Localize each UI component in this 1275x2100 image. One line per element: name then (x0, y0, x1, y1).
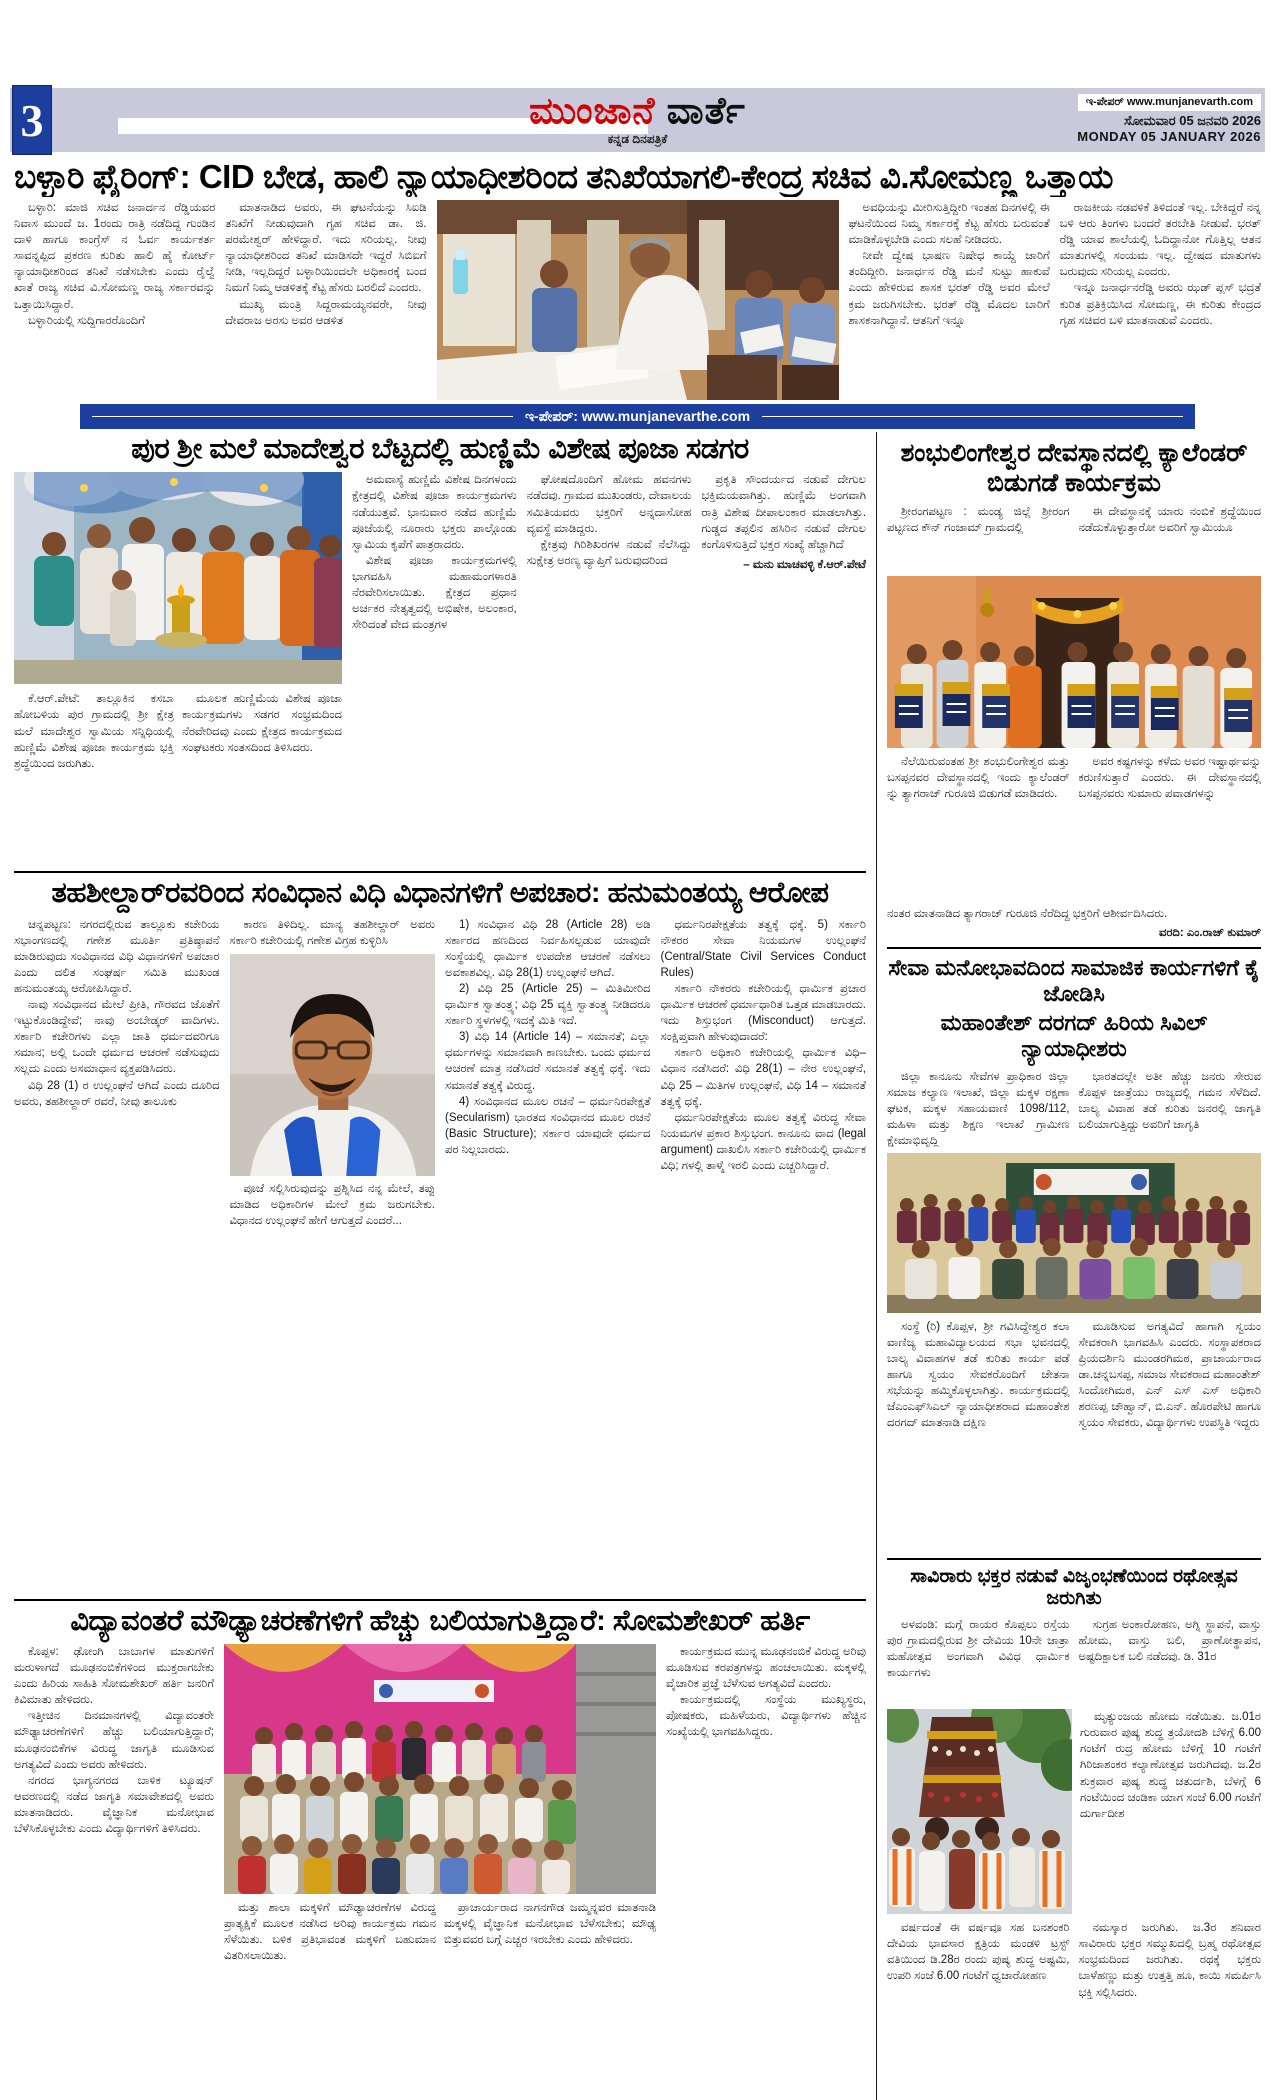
body-text: ವಿಧಿ 28 (1) ರ ಉಲ್ಲಂಘನೆ ಆಗಿದೆ ಎಂದು ದೂರಿದ ಅವರು, ತಹಶೀಲ್ದಾರ್ ರವರೆ, ನೀವು ತಾಲೂಕು (14, 1079, 220, 1108)
rathotsava-side-col (1080, 1709, 1261, 1914)
moudhya-underphoto-cols (224, 1900, 656, 2060)
right-section (876, 432, 1261, 2100)
body-text: ನೀವೇ ದ್ವೇಷ ಭಾಷಣ ನಿಷೇಧ ಕಾಯ್ದೆ ಜಾರಿಗೆ ತಂದಿದ್ದೀರಿ. ಜನಾರ್ಧನ ರೆಡ್ಡಿ ಮನೆ ಸುಟ್ಟು ಹಾಕುವೆ ಎಂದು ಹೇಳಿರುವ ಶಾಸಕ ಭರತ್ ರೆಡ್ಡಿ ಅವರ ಮೇಲೆ ಕ್ರಮ ಜರುಗಿಸಬೇಕು. ಭರತ್ ರೆಡ್ಡಿ ಮೊದಲ ಬಾರಿಗೆ ಶಾಸಕನಾಗಿದ್ದಾನೆ. ಆತನಿಗೆ ಇನ್ನೂ (848, 250, 1050, 327)
constitution-col-3 (445, 917, 651, 1592)
body-text: ಸರ್ಕಾರಿ ಅಧಿಕಾರಿ ಕಚೇರಿಯಲ್ಲಿ ಧಾರ್ಮಿಕ ವಿಧಿ–ವಿಧಾನ ನಡೆಸಿದರೆ: ವಿಧಿ 28(1) – ನೇರ ಉಲ್ಲಂಘನೆ, ವಿಧಿ 25 – ಮಿತಿಗಳ ಉಲ್ಲಂಘನೆ, ವಿಧಿ 14 – ಸಮಾನತೆ ತತ್ವಕ್ಕೆ ಧಕ್ಕೆ. (660, 1047, 866, 1108)
body-text: ಚನ್ನಪಟ್ಟಣ: ನಗರದಲ್ಲಿರುವ ತಾಲ್ಲೂಕು ಕಚೇರಿಯ ಸಭಾಂಗಣದಲ್ಲಿ ಗಣೇಶ ಮೂರ್ತಿ ಪ್ರತಿಷ್ಠಾಪನೆ ಮಾಡಿರುವುದು ಸಂವಿಧಾನದ ವಿಧಿ ವಿಧಾನಗಳಿಗೆ ಅಪಚಾರ ಎಂದು ದಲಿತ ಸಂಘರ್ಷ ಸಮಿತಿ ಮುಖಂಡ ಹನುಮಂತಯ್ಯ ಆರೋಪಿಸಿದ್ದಾರೆ. (14, 918, 220, 995)
rathotsava-photo-row (887, 1709, 1261, 1914)
epaper-bar (80, 404, 1195, 429)
college-group-photo (887, 1153, 1261, 1313)
body-text: ವರ್ಷದಂತೆ ಈ ವರ್ಷವೂ ಸಹ ಬನಶಂಕರಿ ದೇವಿಯ ಭಾವಸಾರ ಕ್ಷತ್ರಿಯ ಮಂಡಳಿ ಟ್ರಸ್ಟ್ ವತಿಯಿಂದ ಡಿ.28ರ ರಂದು ಪುಷ್ಯ ಶುದ್ಧ ಅಷ್ಟಮಿ, ಉಪರಿ ಸಂಜೆ 6.00 ಗಂಟೆಗೆ ಧ್ವಜಾರೋಹಣ (887, 1922, 1070, 1983)
body-text: ಬಳ್ಳಾರಿ: ಮಾಜಿ ಸಚಿವ ಜನಾರ್ದನ ರೆಡ್ಡಿಯವರ ನಿವಾಸ ಮುಂದೆ ಜ. 1ರಂದು ರಾತ್ರಿ ನಡೆದಿದ್ದ ಗುಂಡಿನ ದಾಳಿ ಹಾಗೂ ಕಾಂಗ್ರೆಸ್ ನ ಓರ್ವ ಕಾರ್ಯಕರ್ತ ಸಾವನ್ನಪ್ಪಿದ ಪ್ರಕರಣ ಕುರಿತು ಹಾಲಿ ಹೈ ಕೋರ್ಟ್ ನ್ಯಾಯಾಧೀಶರಿಂದ ತನಿಖೆ ನಡೆಸಬೇಕು ಎಂದು ರೈಲ್ವೆ ಖಾತೆ ರಾಜ್ಯ ಸಚಿವ ವಿ.ಸೋಮಣ್ಣ ರಾಜ್ಯ ಸರ್ಕಾರವನ್ನು ಒತ್ತಾಯಿಸಿದ್ದಾರೆ. (14, 202, 216, 311)
masthead-title-red: ಮುಂಜಾನೆ (529, 90, 656, 131)
body-text: ಇನ್ನೂ ಜನಾರ್ಧನರೆಡ್ಡಿ ಅವರು ಝಡ್ ಪ್ಲಸ್ ಭದ್ರತೆ ಕುರಿತ ಪ್ರತಿಕ್ರಿಯಿಸಿದ ಸೋಮಣ್ಣ, ಈ ಕುರಿತು ಕೇಂದ್ರದ ಗೃಹ ಸಚಿವರ ಬಳಿ ಮಾತನಾಡುವೆ ಎಂದರು. (1059, 282, 1261, 327)
body-text: ನಾವು ಸಂವಿಧಾನದ ಮೇಲೆ ಪ್ರೀತಿ, ಗೌರವದ ಜೊತೆಗೆ ಇಟ್ಟುಕೊಂಡಿದ್ದೇವೆ; ನಾವು ಅಂಬೇಡ್ಕರ್ ವಾದಿಗಳು. ಸರ್ಕಾರಿ ಕಚೇರಿಗಳು ಎಲ್ಲಾ ಜಾತಿ ಧರ್ಮದವರಿಗೂ ಸಮಾನ; ಅಲ್ಲಿ ಒಂದೇ ಧರ್ಮದ ಆಚರಣೆ ನಡೆಸುವುದು ಸಲ್ಲದು ಎಂದು ಅಸಮಾಧಾನ ವ್ಯಕ್ತಪಡಿಸಿದರು. (14, 999, 220, 1076)
body-text: ಮೂಲಕ ಹುಣ್ಣಿಮೆಯ ವಿಶೇಷ ಪೂಜಾ ಕಾರ್ಯಕ್ರಮಗಳು ಸಡಗರ ಸಂಭ್ರಮದಿಂದ ನೆರವೇರಿದವು ಎಂದು ಕ್ಷೇತ್ರದ ಕಾರ್ಯಕ್ರಮದ ಸಂಘಟಕರು ಸಂತಸದಿಂದ ತಿಳಿಸಿದರು. (182, 693, 342, 754)
body-text: ರಾಜಕೀಯ ನಡವಳಿಕೆ ತಿಳಿದಂತೆ ಇಲ್ಲ. ಬೇಕಿದ್ದರೆ ನನ್ನ ಬಳಿ ಆರು ತಿಂಗಳು ಬಂದರೆ ತರಬೇತಿ ನೀಡುವೆ. ಭರತ್ ರೆಡ್ಡಿ ಯಾವ ಶಾಲೆಯಲ್ಲಿ ಓದಿದ್ದಾನೋ ಗೊತ್ತಿಲ್ಲ ಆತನ ಮಾತುಗಳಲ್ಲಿ ಸಂಯಮ ಇಲ್ಲ. ದ್ವೇಷದ ಮಾತುಗಳು ಬರುವುದು ಸರಿಯಲ್ಲ ಎಂದರು. (1059, 202, 1261, 279)
body-text: ಕಾರ್ಯಕ್ರಮದಲ್ಲಿ ಸಂಸ್ಥೆಯ ಮುಖ್ಯಸ್ಥರು, ಪೋಷಕರು, ಮಹಿಳೆಯರು, ವಿದ್ಯಾರ್ಥಿಗಳು ಹೆಚ್ಚಿನ ಸಂಖ್ಯೆಯಲ್ಲಿ ಭಾಗವಹಿಸಿದ್ದರು. (666, 1694, 866, 1739)
section-rule (887, 1558, 1261, 1560)
rathotsava-top-cols (887, 1617, 1261, 1705)
masthead-subtitle: ಕನ್ನಡ ದಿನಪತ್ರಿಕೆ (607, 132, 668, 146)
body-text: ಮತ್ತು ಶಾಲಾ ಮಕ್ಕಳಿಗೆ ಮೌಢ್ಯಾಚರಣೆಗಳ ವಿರುದ್ಧ ಪ್ರಾತ್ಯಕ್ಷಿಕೆ ಮೂಲಕ ನಡೆಸಿದ ಅರಿವು ಕಾರ್ಯಕ್ರಮ ಗಮನ ಸೆಳೆಯಿತು. ಬಳಿಕ ಪ್ರತಿಭಾವಂತ ಮಕ್ಕಳಿಗೆ ಬಹುಮಾನ ವಿತರಿಸಲಾಯಿತು. (224, 1901, 436, 1963)
seva-bottom-cols (887, 1319, 1261, 1551)
body-text: ಪ್ರಾಚಾರ್ಯರಾದ ನಾಗನಗೌಡ ಜಮ್ಮನ್ನವರ ಮಾತನಾಡಿ ಮಕ್ಕಳಲ್ಲಿ ವೈಜ್ಞಾನಿಕ ಮನೋಭಾವ ಬೆಳೆಸಬೇಕು; ಮೌಢ್ಯ ಬಿತ್ತುವವರ ಬಗ್ಗೆ ಎಚ್ಚರ ಇರಬೇಕು ಎಂದು ಹೇಳಿದರು. (444, 1901, 656, 1947)
lead-col-4 (1060, 200, 1261, 400)
date-english: MONDAY 05 JANUARY 2026 (1077, 129, 1261, 144)
moudhya-col-1 (14, 1644, 214, 2074)
section-rule (14, 871, 866, 873)
body-text: ಸಂಸ್ಥೆ (ರಿ) ಕೊಪ್ಪಳ, ಶ್ರೀ ಗವಿಸಿದ್ದೇಶ್ವರ ಕಲಾ ವಾಣಿಜ್ಯ ಮಹಾವಿದ್ಯಾಲಯದ ಸಭಾ ಭವನದಲ್ಲಿ ಬಾಲ್ಯ ವಿವಾಹಗಳ ತಡೆ ಕುರಿತು ಕಾರ್ಯ ಪಡೆ ಹಾಗೂ ಸ್ವಯಂ ಸೇವಕರೊಂದಿಗೆ ಚೇತನಾ ಸಭೆಯನ್ನು ಹಮ್ಮಿಕೊಳ್ಳಲಾಗಿತ್ತು. ಕಾರ್ಯಕ್ರಮದಲ್ಲಿ ಜೆಎಂಎಫ್‌ಸಿಎಲ್ ನ್ಯಾಯಾಧೀಶರಾದ ಮಹಾಂತೇಶ ದರಗದ್ ಮಾತನಾಡಿ ದಕ್ಷಿಣ (887, 1320, 1070, 1430)
body-text: ಸರ್ಕಾರಿ ನೌಕರರು ಕಚೇರಿಯಲ್ಲಿ ಧಾರ್ಮಿಕ ಪ್ರಚಾರ ಧಾರ್ಮಿಕ ಆಚರಣೆ ಧರ್ಮಾಧಾರಿತ ಒತ್ತಡ ಮಾಡಬಾರದು. ಇದು ಶಿಸ್ತುಭಂಗ (Misconduct) ಆಗುತ್ತದೆ. ಸಂಕ್ಷಿಪ್ತವಾಗಿ ಹೇಳುವುದಾದರೆ: (660, 983, 866, 1044)
seva-headline-line2: ಮಹಾಂತೇಶ್ ದರಗದ್ ಹಿರಿಯ ಸಿವಿಲ್ ನ್ಯಾಯಾಧೀಶರು (940, 1009, 1208, 1062)
seva-headline-line1: ಸೇವಾ ಮನೋಭಾವದಿಂದ ಸಾಮಾಜಿಕ ಕಾರ್ಯಗಳಿಗೆ ಕೈ ಜೋಡಿಸಿ (888, 955, 1260, 1007)
lamp-lighting-photo (14, 472, 342, 684)
body-text: 2) ವಿಧಿ 25 (Article 25) – ಮಿತಿಮೀರಿದ ಧಾರ್ಮಿಕ ಸ್ವಾತಂತ್ರ್ಯ; ವಿಧಿ 25 ವ್ಯಕ್ತಿ ಸ್ವಾತಂತ್ರ್ಯ ನೀಡಿದರೂ ಸರ್ಕಾರಿ ಸ್ಥಳಗಳಲ್ಲಿ ಇದಕ್ಕೆ ಮಿತಿ ಇದೆ. (445, 983, 651, 1028)
body-text: 4) ಸಂವಿಧಾನದ ಮೂಲ ರಚನೆ – ಧರ್ಮನಿರಪೇಕ್ಷತೆ (Secularism) ಭಾರತದ ಸಂವಿಧಾನದ ಮೂಲ ರಚನೆ (Basic Structure); ಸರ್ಕಾರ ಯಾವುದೇ ಧರ್ಮದ ಪರ ನಿಲ್ಲಬಾರದು. (445, 1095, 651, 1156)
body-text: ಮುಖ್ಯ ಮಂತ್ರಿ ಸಿದ್ದರಾಮಯ್ಯನವರೇ, ನೀವು ದೇವರಾಜ ಅರಸು ಅವರ ಆಡಳಿತ (225, 298, 427, 327)
epaper-url[interactable]: ಇ-ಪೇಪರ್: www.munjanevarthe.com (524, 408, 751, 424)
body-text: ಕಾರ್ಯಕ್ರಮದ ಮುನ್ನ ಮೂಢನಂಬಿಕೆ ವಿರುದ್ಧ ಅರಿವು ಮೂಡಿಸುವ ಕರಪತ್ರಗಳನ್ನು ಹಂಚಲಾಯಿತು. ಮಕ್ಕಳಲ್ಲಿ ವೈಚಾರಿಕ ಪ್ರಜ್ಞೆ ಬೆಳೆಸುವ ಅಗತ್ಯವಿದೆ ಎಂದರು. (666, 1645, 866, 1691)
awareness-group-photo (224, 1644, 656, 1894)
body-text: ಅಮವಾಸ್ಯೆ ಹುಣ್ಣಿಮೆ ವಿಶೇಷ ದಿನಗಳಂದು ಕ್ಷೇತ್ರದಲ್ಲಿ ವಿಶೇಷ ಪೂಜಾ ಕಾರ್ಯಕ್ರಮಗಳು ನಡೆಯುತ್ತವೆ. ಭಾನುವಾರ ನಡೆದ ಹುಣ್ಣಿಮೆ ಪೂಜೆಯಲ್ಲಿ ನೂರಾರು ಭಕ್ತರು ಪಾಲ್ಗೊಂಡು ಸ್ವಾಮಿಯ ಕೃಪೆಗೆ ಪಾತ್ರರಾದರು. (352, 474, 517, 551)
body-text: ಕೆ.ಆರ್.ಪೇಟೆ: ತಾಲ್ಲೂಕಿನ ಕಸಬಾ ಹೋಬಳಿಯ ಪುರ ಗ್ರಾಮದಲ್ಲಿ ಶ್ರೀ ಕ್ಷೇತ್ರ ಮಲೆ ಮಾದೇಶ್ವರ ಸ್ವಾಮಿಯ ಸನ್ನಿಧಿಯಲ್ಲಿ ಹುಣ್ಣಿಮೆ ವಿಶೇಷ ಪೂಜಾ ಕಾರ್ಯಕ್ರಮ ಭಕ್ತಿ ಶ್ರದ್ಧೆಯಿಂದ ಜರುಗಿತು. (14, 693, 174, 770)
header-dateline (1011, 92, 1261, 144)
calendar-bottom-cols (887, 754, 1261, 904)
body-text: 3) ವಿಧಿ 14 (Article 14) – ಸಮಾನತೆ; ಎಲ್ಲಾ ಧರ್ಮಗಳನ್ನು ಸಮಾನವಾಗಿ ಕಾಣಬೇಕು. ಒಂದು ಧರ್ಮದ ಆಚರಣೆ ಮಾತ್ರ ನಡೆಸಿದರೆ ಸಮಾನತೆ ತತ್ವಕ್ಕೆ ಧಕ್ಕೆ. ಇದು ಸಮಾನತೆ ತತ್ವಕ್ಕೆ ವಿರುದ್ಧ. (445, 1031, 651, 1092)
body-text: ನಗರದ ಭಾಗ್ಯನಗರದ ಬಾಳಿಕ ಟ್ಯೂಷನ್ ಆವರಣದಲ್ಲಿ ನಡೆದ ಜಾಗೃತಿ ಸಮಾವೇಶದಲ್ಲಿ ಅವರು ಮಾತನಾಡಿದರು. ವೈಜ್ಞಾನಿಕ ಮನೋಭಾವ ಬೆಳೆಸಿಕೊಳ್ಳಬೇಕು ಎಂದು ವಿದ್ಯಾರ್ಥಿಗಳಿಗೆ ತಿಳಿಸಿದರು. (14, 1774, 214, 1835)
calendar-top-cols (887, 504, 1261, 570)
body-text: ಶ್ರೀರಂಗಪಟ್ಟಣ : ಮಂಡ್ಯ ಜಿಲ್ಲೆ ಶ್ರೀರಂಗ ಪಟ್ಟಣದ ಕೌನ್ ಗಂಜಾಮ್ ಗ್ರಾಮದಲ್ಲಿ (887, 506, 1070, 535)
body-text: ನಂತರ ಮಾತನಾಡಿದ ತ್ಯಾಗರಾಜ್ ಗುರೂಜಿ ನೆರೆದಿದ್ದ ಭಕ್ತರಿಗೆ ಆಶೀರ್ವದಿಸಿದರು. (887, 908, 1168, 920)
body-text: ಅವಧಿಯನ್ನು ಮೀರಿಸುತ್ತಿದ್ದೀರಿ ಇಂತಹ ದಿನಗಳಲ್ಲಿ ಈ ಘಟನೆಯಿಂದ ನಿಮ್ಮ ಸರ್ಕಾರಕ್ಕೆ ಕೆಟ್ಟ ಹೆಸರು ಬರುವಂತೆ ಮಾಡಿಕೊಳ್ಳಬೇಡಿ ಎಂದು ಸಲಹೆ ನೀಡಿದರು. (848, 202, 1050, 247)
body-text: ಧರ್ಮನಿರಪೇಕ್ಷತೆಯ ಮೂಲ ತತ್ವಕ್ಕೆ ವಿರುದ್ಧ ಸೇವಾ ನಿಯಮಗಳ ಪ್ರಕಾರ ಶಿಸ್ತುಭಂಗ. ಕಾನೂನು ವಾದ (legal argument) ದಾಖಲಿಸಿ ಸರ್ಕಾರಿ ಕಚೇರಿಯಲ್ಲಿ ಧಾರ್ಮಿಕ ವಿಧಿ; ಗಳಲ್ಲಿ ತಾಳ್ಮೆ ಇರಲಿ ಎಂದು ಎಚ್ಚರಿಸಿದ್ದಾರೆ. (660, 1111, 866, 1173)
moudhya-col-3 (666, 1644, 866, 2074)
madeshwara-byline: – ಮನು ಮಾಚವಳ್ಳಿ ಕೆ.ಆರ್.ಪೇಟೆ (743, 558, 866, 571)
body-text: ಸುಗ್ರಹ ಅಂಕಾರೋಹಣ, ಅಗ್ನಿ ಸ್ಥಾಪನೆ, ವಾಸ್ತು ಹೋಮ, ವಾಸ್ತು ಬಲಿ, ಪ್ರಾಣೋತ್ಥಾಪನ, ಅಷ್ಟದಿಕ್ಪಾಲಕ ಬಲಿ ನಡೆದವು. ಡಿ. 31ರ (1078, 1619, 1261, 1664)
body-text: ಬಳ್ಳಾರಿಯಲ್ಲಿ ಸುದ್ದಿಗಾರರೊಂದಿಗೆ (28, 314, 145, 327)
moudhya-article (14, 1644, 866, 2074)
left-section (14, 432, 876, 2100)
body-text: ಭಾರತದಲ್ಲೇ ಅತೀ ಹೆಚ್ಚು ಜನರು ಸೇರುವ ಕೊಪ್ಪಳ ಜಾತ್ರೆಯು ರಾಜ್ಯದಲ್ಲಿ ಗಮನ ಸೆಳೆದಿದೆ. ಬಾಲ್ಯ ವಿವಾಹ ತಡೆ ಕುರಿತು ಜನರಲ್ಲಿ ಜಾಗೃತಿ ಬಲಿಯಾಗುತ್ತಿದ್ದು ಅವರಿಗೆ ಜಾಗೃತಿ (1078, 1070, 1261, 1131)
body-text: ಪೂಜೆ ಸಲ್ಲಿಸಿರುವುದನ್ನು ಪ್ರಶ್ನಿಸಿದ ನನ್ನ ಮೇಲೆ, ತಪ್ಪು ಮಾಡಿದ ಅಧಿಕಾರಿಗಳ ಮೇಲೆ ಕ್ರಮ ಜರುಗಬೇಕು. ವಿಧಾನದ ಉಲ್ಲಂಘನೆ ಹೇಗೆ ಆಗುತ್ತದೆ ಎಂದರೆ... (229, 1182, 435, 1227)
rathotsava-headline: ಸಾವಿರಾರು ಭಕ್ತರ ನಡುವೆ ವಿಜೃಂಭಣೆಯಿಂದ ರಥೋತ್ಸವ ಜರುಗಿತು (910, 1565, 1238, 1610)
body-text: ಮೃತ್ಯುಂಜಯ ಹೋಮ ನಡೆಯಿತು. ಜ.01ರ ಗುರುವಾರ ಪುಷ್ಯ ಶುದ್ಧ ತ್ರಯೋದಶಿ ಬೆಳಿಗ್ಗೆ 6.00 ಗಂಟೆಗೆ ರುದ್ರ ಹೋಮ ಬೆಳಿಗ್ಗೆ 10 ಗಂಟೆಗೆ ಗಿರಿಜಾಶಂಕರ ಕಲ್ಯಾಣೋತ್ಸವ ಜರುಗಿದವು. ಜ.2ರ ಶುಕ್ರವಾರ ಪುಷ್ಯ ಶುದ್ಧ ಚತುರ್ದಶಿ, ಬೆಳಗ್ಗೆ 6 ಗಂಟೆಯಿಂದ ಚಂಡಿಕಾ ಯಾಗ ಸಂಜೆ 6.00 ಗಂಟೆಗೆ ದುರ್ಗಾದೀಶ (1080, 1711, 1261, 1820)
body-text: ಅವರ ಕಷ್ಟಗಳನ್ನು ಕಳೆದು ಅವರ ಇಷ್ಟಾರ್ಥವನ್ನು ಕರುಣಿಸುತ್ತಾರೆ ಎಂದರು. ಈ ದೇವಸ್ಥಾನದಲ್ಲಿ ಬಸಪ್ಪನವರು ಸುಮಾರು ಪವಾಡಗಳನ್ನು (1078, 756, 1261, 801)
epaper-url-top[interactable]: ಇ-ಪೇಪರ್ www.munjanevarth.com (1078, 94, 1261, 111)
constitution-article (14, 917, 866, 1592)
body-text: ಪ್ರಕೃತಿ ಸೌಂದರ್ಯದ ನಡುವೆ ದೇಗುಲ ಭಕ್ತಿಮಯವಾಗಿತ್ತು. ಹುಣ್ಣಿಮೆ ಅಂಗವಾಗಿ ರಾತ್ರಿ ವಿಶೇಷ ದೀಪಾಲಂಕಾರ ಮಾಡಲಾಗಿತ್ತು. ಗುಡ್ಡದ ತಪ್ಪಲಿನ ಹಸಿರಿನ ನಡುವೆ ದೇಗುಲ ಕಂಗೊಳಿಸುತ್ತಿದೆ ಭಕ್ತರ ಸಂಖ್ಯೆ ಹೆಚ್ಚಾಗಿದೆ (701, 474, 866, 551)
section-rule (14, 1599, 866, 1601)
madeshwara-article (14, 472, 866, 864)
moudhya-headline: ವಿದ್ಯಾವಂತರೆ ಮೌಢ್ಯಾಚರಣೆಗಳಿಗೆ ಹೆಚ್ಚು ಬಲಿಯಾಗುತ್ತಿದ್ದಾರೆ: ಸೋಮಶೇಖರ್ ಹರ್ತಿ (70, 1604, 810, 1637)
madeshwara-headline: ಪುರ ಶ್ರೀ ಮಲೆ ಮಾದೇಶ್ವರ ಬೆಟ್ಟದಲ್ಲಿ ಹುಣ್ಣಿಮೆ ವಿಶೇಷ ಪೂಜಾ ಸಡಗರ (131, 433, 749, 465)
masthead-title-black: ವಾರ್ತೆ (666, 90, 746, 131)
lead-article-body (14, 200, 1261, 400)
rathotsava-bottom-cols (887, 1920, 1261, 2070)
body-text: ಘೋಷದೊಂದಿಗೆ ಹೋಮ ಹವನಗಳು ನಡೆದವು. ಗ್ರಾಮದ ಮುಖಂಡರು, ದೇವಾಲಯ ಸಮಿತಿಯವರು ಭಕ್ತರಿಗೆ ಅನ್ನದಾಸೋಹ ವ್ಯವಸ್ಥೆ ಮಾಡಿದ್ದರು. (526, 474, 692, 535)
lead-col-1 (14, 200, 215, 400)
madeshwara-underphoto-cols (14, 691, 342, 859)
calendar-release-photo (887, 576, 1261, 748)
body-text: ಕೊಪ್ಪಳ: ಢೋಂಗಿ ಬಾಬಾಗಳ ಮಾತುಗಳಿಗೆ ಮರುಳಾಗದೆ ಮೂಢನಂಬಿಕೆಗಳಿಂದ ಮುಕ್ತರಾಗಬೇಕು ಎಂದು ಹಿರಿಯ ಸಾಹಿತಿ ಸೋಮಶೇಖರ್ ಹರ್ತಿ ಜನರಿಗೆ ಕಿವಿಮಾತು ಹೇಳಿದರು. (14, 1645, 214, 1707)
body-text: ಅಳವಂಡಿ: ಮಗ್ಗೆ ರಾಯರ ಕೊಪ್ಪಲು ರಸ್ತೆಯ ಪುರ ಗ್ರಾಮದಲ್ಲಿರುವ ಶ್ರೀ ದೇವಿಯ 10ನೇ ಜಾತ್ರಾ ಮಹೋತ್ಸವ ಅಂಗವಾಗಿ ವಿವಿಧ ಧಾರ್ಮಿಕ ಕಾರ್ಯಗಳು (887, 1619, 1070, 1680)
main-content (14, 432, 1261, 2100)
hanumanthaiah-portrait-photo (230, 954, 436, 1176)
body-text: ಮಾತನಾಡಿದ ಅವರು, ಈ ಘಟನೆಯನ್ನು ಸಿಐಡಿ ತನಿಖೆಗೆ ನೀಡುವುದಾಗಿ ಗೃಹ ಸಚಿವ ಡಾ. ಜಿ. ಪರಮೇಶ್ವರ್ ಹೇಳಿದ್ದಾರೆ. ಇದು ಸರಿಯಲ್ಲ. ನೀವು ನ್ಯಾಯಾಧೀಶರಿಂದ ತನಿಖೆ ಮಾಡಿಸದೇ ಇದ್ದರೆ ಸಿಬಿಐಗೆ ನೀಡಿ, ಇಲ್ಲದಿದ್ದರೆ ಬಳ್ಳಾರಿಯಿಂದಲೇ ಅಧಿಕಾರಕ್ಕೆ ಬಂದ ನಿಮಗೆ ನಿಮ್ಮ ಆಡಳಿತಕ್ಕೆ ಕೆಟ್ಟ ಹೆಸರು ಬರಲಿದೆ ಎಂದರು. (225, 202, 427, 295)
body-text: ನಮಸ್ಕಾರ ಜರುಗಿತು. ಜ.3ರ ಶನಿವಾರ ಸಾವಿರಾರು ಭಕ್ತರ ಸಮ್ಮುಖದಲ್ಲಿ ಬ್ರಹ್ಮ ರಥೋತ್ಸವ ಸಂಭ್ರಮದಿಂದ ಜರುಗಿತು. ರಥಕ್ಕೆ ಭಕ್ತರು ಬಾಳೆಹಣ್ಣು ಮತ್ತು ಉತ್ತತ್ತಿ ಹೂ, ಕಾಯಿ ಸಮರ್ಪಿಸಿ ಭಕ್ತಿ ಸಲ್ಲಿಸಿದರು. (1078, 1922, 1261, 1999)
seva-top-cols (887, 1069, 1261, 1147)
chariot-procession-photo (887, 1709, 1072, 1914)
body-text: ಜಿಲ್ಲಾ ಕಾನೂನು ಸೇವೆಗಳ ಪ್ರಾಧಿಕಾರ ಜಿಲ್ಲಾ ಸಮಾಜ ಕಲ್ಯಾಣ ಇಲಾಖೆ, ಜಿಲ್ಲಾ ಮಕ್ಕಳ ರಕ್ಷಣಾ ಘಟಕ, ಮಕ್ಕಳ ಸಹಾಯವಾಣಿ 1098/112, ಮಹಿಳಾ ಮತ್ತು ಶಿಕ್ಷಣ ಇಲಾಖೆ ಗ್ರಾಮೀಣ ಕ್ಷೇಮಾಭಿವೃದ್ಧಿ (887, 1070, 1070, 1147)
section-rule (887, 947, 1261, 949)
calendar-byline: ವರದಿ: ಎಂ.ರಾಜ್ ಕುಮಾರ್ (1158, 927, 1261, 939)
rule-line (762, 416, 1183, 417)
minister-review-photo (437, 200, 839, 400)
body-text: ಕಾರಣ ತಿಳಿದಿಲ್ಲ. ಮಾನ್ಯ ತಹಶೀಲ್ದಾರ್ ಅವರು ಸರ್ಕಾರಿ ಕಚೇರಿಯಲ್ಲಿ ಗಣೇಶ ವಿಗ್ರಹ ಕುಳ್ಳಿರಿಸಿ (229, 918, 435, 947)
madeshwara-right-cols (352, 472, 866, 864)
constitution-headline: ತಹಶೀಲ್ದಾರ್‌ರವರಿಂದ ಸಂವಿಧಾನ ವಿಧಿ ವಿಧಾನಗಳಿಗೆ ಅಪಚಾರ: ಹನುಮಂತಯ್ಯ ಆರೋಪ (51, 877, 829, 910)
date-kannada: ಸೋಮವಾರ 05 ಜನವರಿ 2026 (1123, 113, 1261, 128)
calendar-headline: ಶಂಭುಲಿಂಗೇಶ್ವರ ದೇವಸ್ಥಾನದಲ್ಲಿ ಕ್ಯಾಲೆಂಡರ್ ಬಿಡುಗಡೆ ಕಾರ್ಯಕ್ರಮ (900, 439, 1248, 497)
body-text: ಮೂಡಿಸುವ ಅಗತ್ಯವಿದೆ ಹಾಗಾಗಿ ಸ್ವಯಂ ಸೇವಕರಾಗಿ ಭಾಗವಹಿಸಿ ಎಂದರು. ಸಂಸ್ಥಾಪಕರಾದ ಪ್ರಿಯದರ್ಶಿನಿ ಮುಂಡರಗಿಮಠ, ಪ್ರಾಚಾರ್ಯರಾದ ಡಾ.ಚನ್ನಬಸಪ್ಪ, ಸಮಾಜ ಸೇವಕರಾದ ಮಹಾಂತೇಶ್ ಸಿಂದೋಗಿಮಠ, ಎನ್ ಎಸ್ ಎಸ್ ಅಧಿಕಾರಿ ಶರಣಪ್ಪ ಚೌಹ್ವಾನ್, ಬಿ.ಎನ್. ಹೊರಪೇಟಿ ಹಾಗೂ ಸ್ವಯಂ ಸೇವಕರು, ವಿದ್ಯಾರ್ಥಿಗಳು ಉಪಸ್ಥಿತಿ ಇದ್ದರು (1078, 1320, 1261, 1430)
madeshwara-left-block (14, 472, 342, 864)
body-text: 1) ಸಂವಿಧಾನ ವಿಧಿ 28 (Article 28) ಅಡಿ ಸರ್ಕಾರದ ಹಣದಿಂದ ನಿರ್ವಹಿಸಲ್ಪಡುವ ಯಾವುದೇ ಸಂಸ್ಥೆಯಲ್ಲಿ ಧಾರ್ಮಿಕ ಉಪದೇಶ ಆಚರಣೆ ನಡೆಸಲು ಅವಕಾಶವಿಲ್ಲ. ವಿಧಿ 28(1) ಉಲ್ಲಂಘನೆ ಆಗಿದೆ. (445, 918, 651, 979)
constitution-col-4 (661, 917, 867, 1592)
body-text: ಧರ್ಮನಿರಪೇಕ್ಷತೆಯ ತತ್ವಕ್ಕೆ ಧಕ್ಕೆ. 5) ಸರ್ಕಾರಿ ನೌಕರರ ಸೇವಾ ನಿಯಮಗಳ ಉಲ್ಲಂಘನೆ (Central/State Civil Services Conduct Rules) (660, 918, 866, 979)
rule-line (92, 416, 513, 417)
body-text: ಕ್ಷೇತ್ರವು ಗಿರಿಶಿಖರಗಳ ನಡುವೆ ನೆಲೆಸಿದ್ದು ಸುಕ್ಷೇತ್ರ ಅರಣ್ಯ ವ್ಯಾಪ್ತಿಗೆ ಬರುವುದರಿಂದ (526, 538, 692, 567)
moudhya-middle-block (224, 1644, 656, 2074)
constitution-col-1 (14, 917, 220, 1592)
body-text: ನೆಲೆಯಿರುವಂತಹ ಶ್ರೀ ಶಂಭುಲಿಂಗೇಶ್ವರ ಮತ್ತು ಬಸಪ್ಪನವರ ದೇವಸ್ಥಾನದಲ್ಲಿ ಇಂದು ಕ್ಯಾಲೆಂಡರ್ ನ್ನು ತ್ಯಾಗರಾಜ್ ಗುರೂಜಿ ಬಿಡುಗಡೆ ಮಾಡಿದರು. (887, 756, 1070, 801)
constitution-col-2 (230, 917, 436, 1592)
lead-headline: ಬಳ್ಳಾರಿ ಫೈರಿಂಗ್: CID ಬೇಡ, ಹಾಲಿ ನ್ಯಾಯಾಧೀಶರಿಂದ ತನಿಖೆಯಾಗಲಿ-ಕೇಂದ್ರ ಸಚಿವ ವಿ.ಸೋಮಣ್ಣ ಒತ್ತಾಯ (14, 158, 1113, 195)
lead-col-3 (849, 200, 1050, 400)
page-number: 3 (12, 85, 52, 155)
body-text: ವಿಶೇಷ ಪೂಜಾ ಕಾರ್ಯಕ್ರಮಗಳಲ್ಲಿ ಭಾಗವಹಿಸಿ ಮಹಾಮಂಗಳಾರತಿ ನೆರವೇರಿಸಲಾಯಿತು. ಕ್ಷೇತ್ರದ ಪ್ರಧಾನ ಅರ್ಚಕರ ನೇತೃತ್ವದಲ್ಲಿ ಅಭಿಷೇಕ, ಅಲಂಕಾರ, ಸೇರಿದಂತೆ ವೇದ ಮಂತ್ರಗಳ (352, 554, 517, 632)
body-text: ಇತ್ತೀಚಿನ ದಿನಮಾನಗಳಲ್ಲಿ ವಿದ್ಯಾವಂತರೇ ಮೌಢ್ಯಾಚರಣೆಗಳಿಗೆ ಹೆಚ್ಚು ಬಲಿಯಾಗುತ್ತಿದ್ದಾರೆ; ಮೂಢನಂಬಿಕೆಗಳ ವಿರುದ್ಧ ಜಾಗೃತಿ ಮೂಡಿಸುವ ಅಗತ್ಯವಿದೆ ಎಂದು ಅವರು ಹೇಳಿದರು. (14, 1710, 214, 1771)
body-text: ಈ ದೇವಸ್ಥಾನಕ್ಕೆ ಯಾರು ನಂಬಿಕೆ ಶ್ರದ್ಧೆಯಿಂದ ನಡೆದುಕೊಳ್ಳುತ್ತಾರೋ ಅವರಿಗೆ ಸ್ವಾಮಿಯೂ (1078, 506, 1261, 535)
lead-col-2 (225, 200, 426, 400)
